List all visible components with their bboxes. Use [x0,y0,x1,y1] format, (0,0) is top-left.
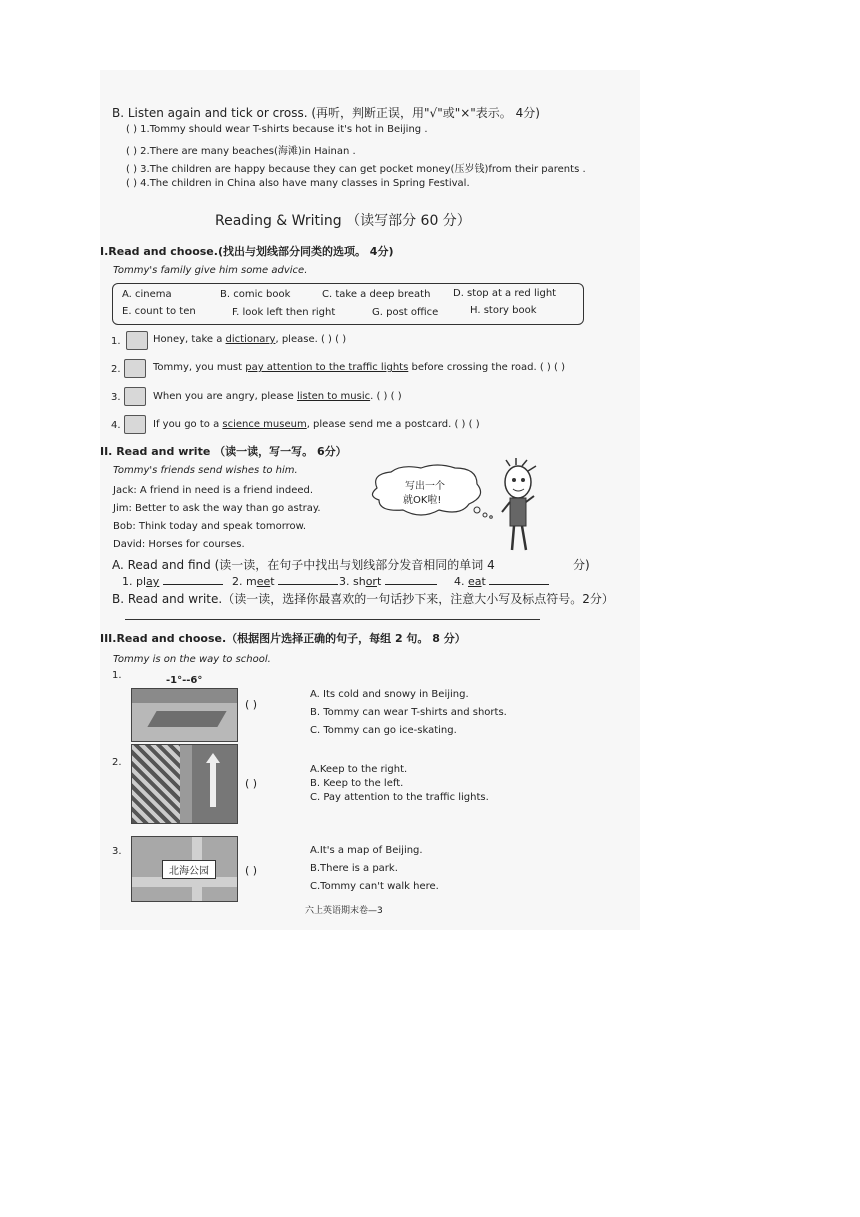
q2-sentence: Tommy, you must pay attention to the traffic lights before crossing the road. ( ) ( ) [153,362,565,373]
iii-q1-option-a: A. Its cold and snowy in Beijing. [310,689,469,700]
word-3: 3. short [339,574,437,588]
iii-q2-answer: ( ) [245,777,258,790]
part-ii-b-title: B. Read and write.（读一读，选择你最喜欢的一句话抄下来，注意大小写及标点符号。2分） [112,592,614,606]
q3-number: 3. [111,392,121,403]
mother-icon [124,387,146,406]
listen-b-item-1: ( ) 1.Tommy should wear T-shirts because it's hot in Beijing . [126,124,428,135]
word-1: 1. play [122,574,223,588]
iii-q2-option-b: B. Keep to the left. [310,778,404,789]
page-footer: 六上英语期末卷—3 [305,906,383,916]
listen-b-item-4: ( ) 4.The children in China also have many classes in Spring Festival. [126,178,470,189]
iii-q2-number: 2. [112,757,122,768]
iii-q1-option-b: B. Tommy can wear T-shirts and shorts. [310,707,507,718]
option-a: A. cinema [122,289,172,300]
part-ii-title: II. Read and write （读一读，写一写。 6分） [100,445,347,458]
option-f: F. look left then right [232,307,336,318]
iii-q2-option-a: A.Keep to the right. [310,764,408,775]
q2-number: 2. [111,364,121,375]
iii-q1-number: 1. [112,670,122,681]
option-g: G. post office [372,307,439,318]
option-c: C. take a deep breath [322,289,431,300]
father-icon [124,415,146,434]
iii-q3-option-c: C.Tommy can't walk here. [310,881,439,892]
part-iii-subtitle: Tommy is on the way to school. [113,654,271,665]
listen-b-item-2: ( ) 2.There are many beaches(海滩)in Hainan . [126,146,356,157]
tommy-cartoon-icon [496,458,544,558]
option-h: H. story book [470,305,537,316]
iii-q1-answer: ( ) [245,698,258,711]
wish-jim: Jim: Better to ask the way than go astray. [113,503,321,514]
iii-q3-option-b: B.There is a park. [310,863,398,874]
part-iii-title: III.Read and choose.（根据图片选择正确的句子，每组 2 句。 8 分） [100,632,466,645]
crosswalk-road-image [131,744,238,824]
part-ii-a-title: A. Read and find (读一读，在句子中找出与划线部分发音相同的单词 4 [112,558,495,572]
listen-b-item-3: ( ) 3.The children are happy because they can get pocket money(压岁钱)from their parents . [126,164,586,175]
iii-q1-option-c: C. Tommy can go ice-skating. [310,725,457,736]
listen-b-title: B. Listen again and tick or cross. (再听，判断正误，用"√"或"×"表示。 4分) [112,106,540,120]
part-i-subtitle: Tommy's family give him some advice. [113,265,308,276]
q1-number: 1. [111,336,121,347]
bubble-line-1: 写出一个 [405,481,445,492]
q3-sentence: When you are angry, please listen to music. ( ) ( ) [153,391,402,402]
answer-line [125,619,540,620]
snowy-beijing-image [131,688,238,742]
park-sign: 北海公园 [162,860,216,879]
bubble-line-2: 就OK啦! [403,495,442,506]
wish-david: David: Horses for courses. [113,539,245,550]
iii-q3-option-a: A.It's a map of Beijing. [310,845,423,856]
wish-jack: Jack: A friend in need is a friend indeed. [113,485,314,496]
part-ii-subtitle: Tommy's friends send wishes to him. [113,465,298,476]
option-d: D. stop at a red light [453,288,557,299]
grandma-icon [126,331,148,350]
q4-sentence: If you go to a science museum, please send me a postcard. ( ) ( ) [153,419,480,430]
q1-sentence: Honey, take a dictionary, please. ( ) ( ) [153,334,347,345]
word-2: 2. meet [232,574,338,588]
option-e: E. count to ten [122,306,196,317]
q4-number: 4. [111,420,121,431]
part-i-title: I.Read and choose.(找出与划线部分同类的选项。 4分) [100,245,394,258]
word-4: 4. eat [454,574,549,588]
temperature-label: -1°--6° [166,675,203,686]
iii-q3-number: 3. [112,846,122,857]
option-b: B. comic book [220,289,291,300]
wish-bob: Bob: Think today and speak tomorrow. [113,521,307,532]
iii-q2-option-c: C. Pay attention to the traffic lights. [310,792,489,803]
part-ii-a-score: 分) [573,558,590,572]
section-title: Reading & Writing （读写部分 60 分） [215,213,471,229]
grandpa-icon [124,359,146,378]
iii-q3-answer: ( ) [245,864,258,877]
